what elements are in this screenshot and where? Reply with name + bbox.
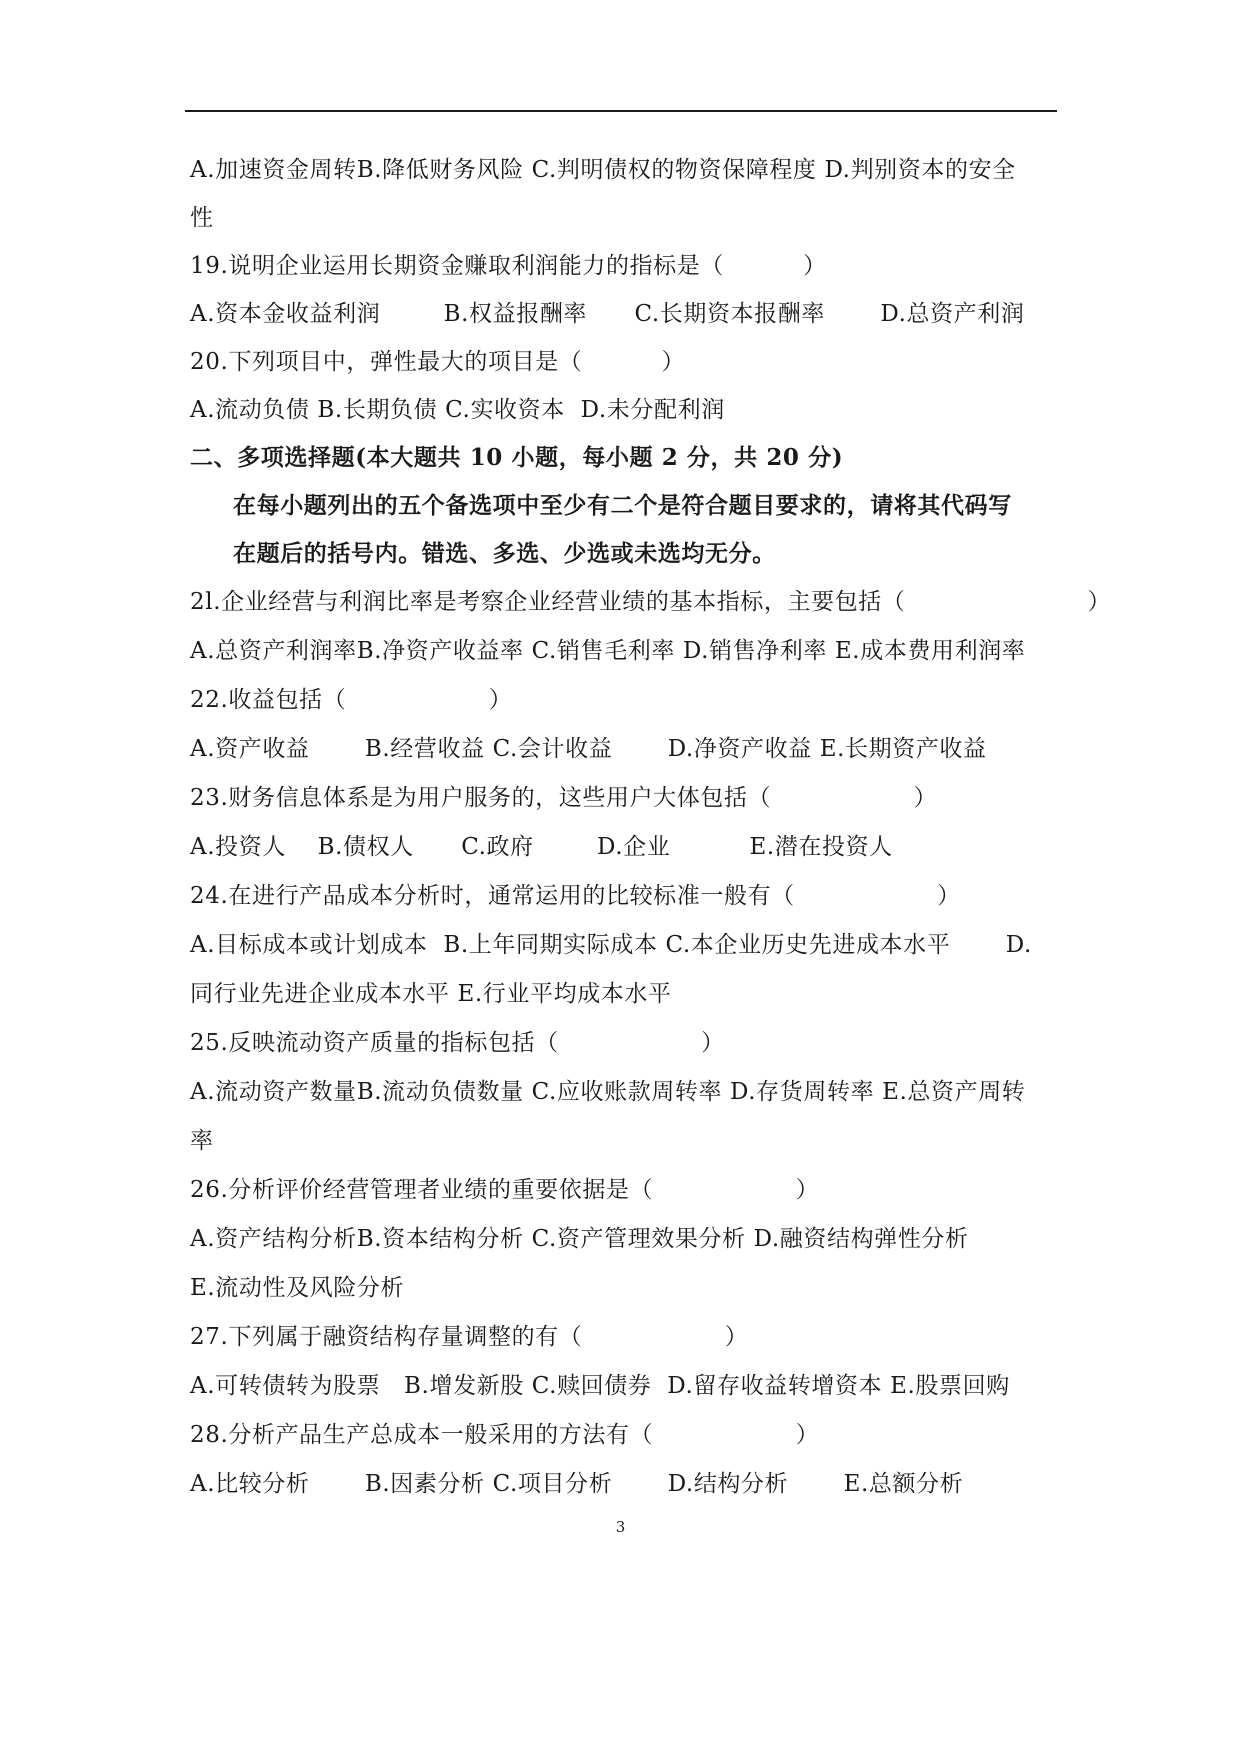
question-20: 20.下列项目中，弹性最大的项目是（ ） bbox=[190, 349, 686, 375]
question-25: 25.反映流动资产质量的指标包括（ ） bbox=[190, 1030, 725, 1056]
section-instruction-line1: 在每小题列出的五个备选项中至少有二个是符合题目要求的，请将其代码写 bbox=[233, 492, 1012, 519]
q20-options: A.流动负债 B.长期负债 C.实收资本 D.未分配利润 bbox=[190, 397, 725, 423]
question-21: 2l.企业经营与利润比率是考察企业经营业绩的基本指标，主要包括（ ） bbox=[190, 589, 1112, 615]
q26-options-line1: A.资产结构分析B.资本结构分析 C.资产管理效果分析 D.融资结构弹性分析 bbox=[190, 1226, 969, 1252]
section-heading: 二、多项选择题(本大题共 10 小题，每小题 2 分，共 20 分) bbox=[190, 444, 844, 471]
question-22: 22.收益包括（ ） bbox=[190, 687, 513, 713]
question-27: 27.下列属于融资结构存量调整的有（ ） bbox=[190, 1324, 749, 1350]
q24-options-line1: A.目标成本或计划成本 B.上年同期实际成本 C.本企业历史先进成本水平 D. bbox=[190, 932, 1032, 958]
section-instruction-line2: 在题后的括号内。错选、多选、少选或未选均无分。 bbox=[233, 540, 776, 567]
question-19: 19.说明企业运用长期资金赚取利润能力的指标是（ ） bbox=[190, 253, 827, 279]
header-rule bbox=[185, 110, 1057, 112]
q18-options-line1: A.加速资金周转B.降低财务风险 C.判明债权的物资保障程度 D.判别资本的安全 bbox=[190, 157, 1016, 183]
q21-options: A.总资产利润率B.净资产收益率 C.销售毛利率 D.销售净利率 E.成本费用利润率 bbox=[190, 638, 1026, 664]
q23-options: A.投资人 B.债权人 C.政府 D.企业 E.潜在投资人 bbox=[190, 834, 893, 860]
question-28: 28.分析产品生产总成本一般采用的方法有（ ） bbox=[190, 1422, 820, 1448]
question-26: 26.分析评价经营管理者业绩的重要依据是（ ） bbox=[190, 1177, 820, 1203]
q22-options: A.资产收益 B.经营收益 C.会计收益 D.净资产收益 E.长期资产收益 bbox=[190, 736, 987, 762]
question-23: 23.财务信息体系是为用户服务的，这些用户大体包括（ ） bbox=[190, 785, 938, 811]
question-24: 24.在进行产品成本分析时，通常运用的比较标准一般有（ ） bbox=[190, 883, 961, 909]
q24-options-line2: 同行业先进企业成本水平 E.行业平均成本水平 bbox=[190, 981, 672, 1007]
q28-options: A.比较分析 B.因素分析 C.项目分析 D.结构分析 E.总额分析 bbox=[190, 1471, 964, 1497]
q27-options: A.可转债转为股票 B.增发新股 C.赎回债券 D.留存收益转增资本 E.股票回购 bbox=[190, 1373, 1010, 1399]
q25-options-line2: 率 bbox=[190, 1128, 214, 1154]
q26-options-line2: E.流动性及风险分析 bbox=[190, 1275, 405, 1301]
q19-options: A.资本金收益利润 B.权益报酬率 C.长期资本报酬率 D.总资产利润 bbox=[190, 301, 1025, 327]
q18-options-line2: 性 bbox=[190, 205, 214, 231]
q25-options-line1: A.流动资产数量B.流动负债数量 C.应收账款周转率 D.存货周转率 E.总资产周转 bbox=[190, 1079, 1026, 1105]
page-number: 3 bbox=[615, 1518, 626, 1536]
